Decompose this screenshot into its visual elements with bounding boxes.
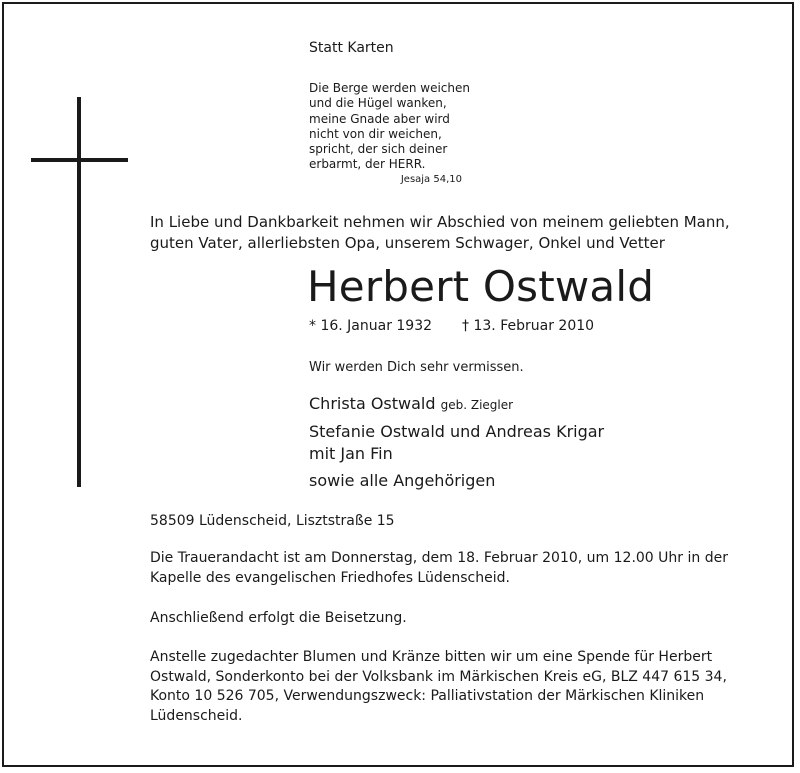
grandchild-line: mit Jan Fin [309, 444, 393, 463]
relatives-line: sowie alle Angehörigen [309, 471, 496, 490]
service-info [150, 549, 728, 588]
life-dates [309, 318, 594, 334]
miss-text: Wir werden Dich sehr vermissen. [309, 360, 524, 375]
verse-line: meine Gnade aber wird [309, 111, 450, 126]
intro-text [150, 212, 730, 254]
verse-line: erbarmt, der HERR. [309, 157, 426, 172]
donation-line: Ostwald, Sonderkonto bei der Volksbank im Märkischen Kreis eG, BLZ 447 615 34, [150, 668, 727, 685]
widow-name: Christa Ostwald [309, 394, 436, 413]
intro-line: In Liebe und Dankbarkeit nehmen wir Abschied von meinem geliebten Mann, [150, 213, 730, 231]
burial-info: Anschließend erfolgt die Beisetzung. [150, 610, 407, 626]
donation-line: Anstelle zugedachter Blumen und Kränze bitten wir um eine Spende für Herbert [150, 649, 713, 665]
intro-line: guten Vater, allerliebsten Opa, unserem Schwager, Onkel und Vetter [150, 234, 665, 252]
widow-maiden-name: geb. Ziegler [440, 398, 514, 412]
service-line: Die Trauerandacht ist am Donnerstag, dem 18. Februar 2010, um 12.00 Uhr in der [150, 550, 728, 566]
bible-verse [309, 81, 470, 187]
widow-line [309, 393, 604, 416]
donation-line: Lüdenscheid. [150, 707, 243, 724]
verse-line: Die Berge werden weichen [309, 81, 470, 95]
donation-line: Konto 10 526 705, Verwendungszweck: Palliativstation der Märkischen Kliniken [150, 688, 705, 704]
statt-karten-header: Statt Karten [309, 40, 394, 56]
service-line: Kapelle des evangelischen Friedhofes Lüdenscheid. [150, 569, 510, 586]
birth-date: * 16. Januar 1932 [309, 318, 433, 334]
children-line: Stefanie Ostwald und Andreas Krigar [309, 422, 605, 441]
cross-horizontal-bar [31, 158, 128, 162]
cross-vertical-bar [77, 97, 81, 487]
verse-line: spricht, der sich deiner [309, 142, 448, 157]
death-date: † 13. Februar 2010 [462, 318, 595, 334]
mourners [309, 393, 604, 492]
verse-reference: Jesaja 54,10 [400, 173, 462, 185]
address: 58509 Lüdenscheid, Lisztstraße 15 [150, 513, 395, 529]
verse-line: nicht von dir weichen, [309, 126, 442, 141]
verse-line: und die Hügel wanken, [309, 96, 447, 111]
donation-info [150, 648, 727, 726]
deceased-name: Herbert Ostwald [307, 262, 655, 311]
